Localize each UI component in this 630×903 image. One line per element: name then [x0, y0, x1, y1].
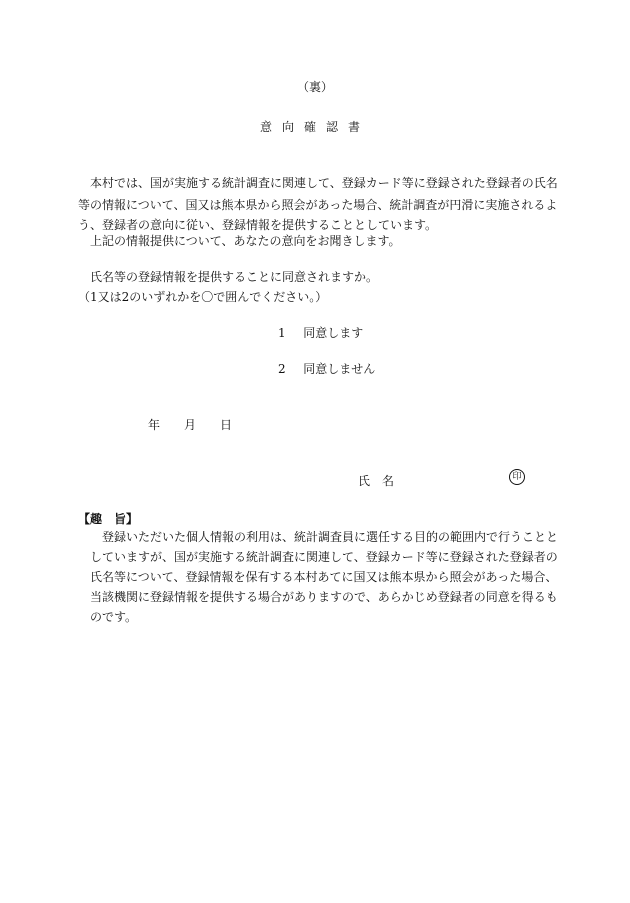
option-disagree[interactable] — [278, 358, 375, 380]
purpose-line-2: していますが、国が実施する統計調査に関連して、登録カード等に登録された登録者の — [78, 550, 558, 564]
option-disagree-label: 同意しません — [303, 362, 376, 376]
option-disagree-number: 2 — [278, 362, 286, 376]
purpose-line-4: 当該機関に登録情報を提供する場合がありますので、あらかじめ登録者の同意を得るも — [78, 590, 558, 604]
purpose-heading: 【趣 旨】 — [78, 512, 139, 526]
date-day-label: 日 — [220, 418, 233, 432]
date-month-label: 月 — [184, 418, 197, 432]
document-title — [0, 116, 630, 138]
purpose-line-3: 氏名等について、登録情報を保有する本村あてに国又は熊本県から照会があった場合、 — [78, 570, 558, 584]
purpose-line-5: のです。 — [78, 610, 138, 624]
purpose-line-1: 登録いただいた個人情報の利用は、統計調査員に選任する目的の範囲内で行うことと — [78, 530, 559, 544]
consent-question: 氏名等の登録情報を提供することに同意されますか。 — [78, 270, 379, 284]
document-title-text: 意向確認書 — [259, 120, 370, 134]
option-agree[interactable] — [278, 322, 363, 344]
back-side-label: （裏） — [296, 80, 333, 94]
intro-line-1: 本村では、国が実施する統計調査に関連して、登録カード等に登録された登録者の氏名 — [78, 176, 558, 190]
intro-paragraph-2: 上記の情報提供について、あなたの意向をお聞きします。 — [78, 234, 401, 248]
intro-line-2: 等の情報について、国又は熊本県から照会があった場合、統計調査が円滑に実施されるよ — [78, 198, 558, 212]
consent-instruction: （1又は2のいずれかを〇で囲んでください。） — [78, 290, 328, 304]
seal-mark: 印 — [509, 469, 525, 485]
option-agree-number: 1 — [278, 326, 286, 340]
name-field-label: 氏 名 — [358, 474, 395, 488]
date-year-label: 年 — [148, 418, 161, 432]
option-agree-label: 同意します — [303, 326, 364, 340]
intro-line-3: う、登録者の意向に従い、登録情報を提供することとしています。 — [78, 218, 438, 232]
